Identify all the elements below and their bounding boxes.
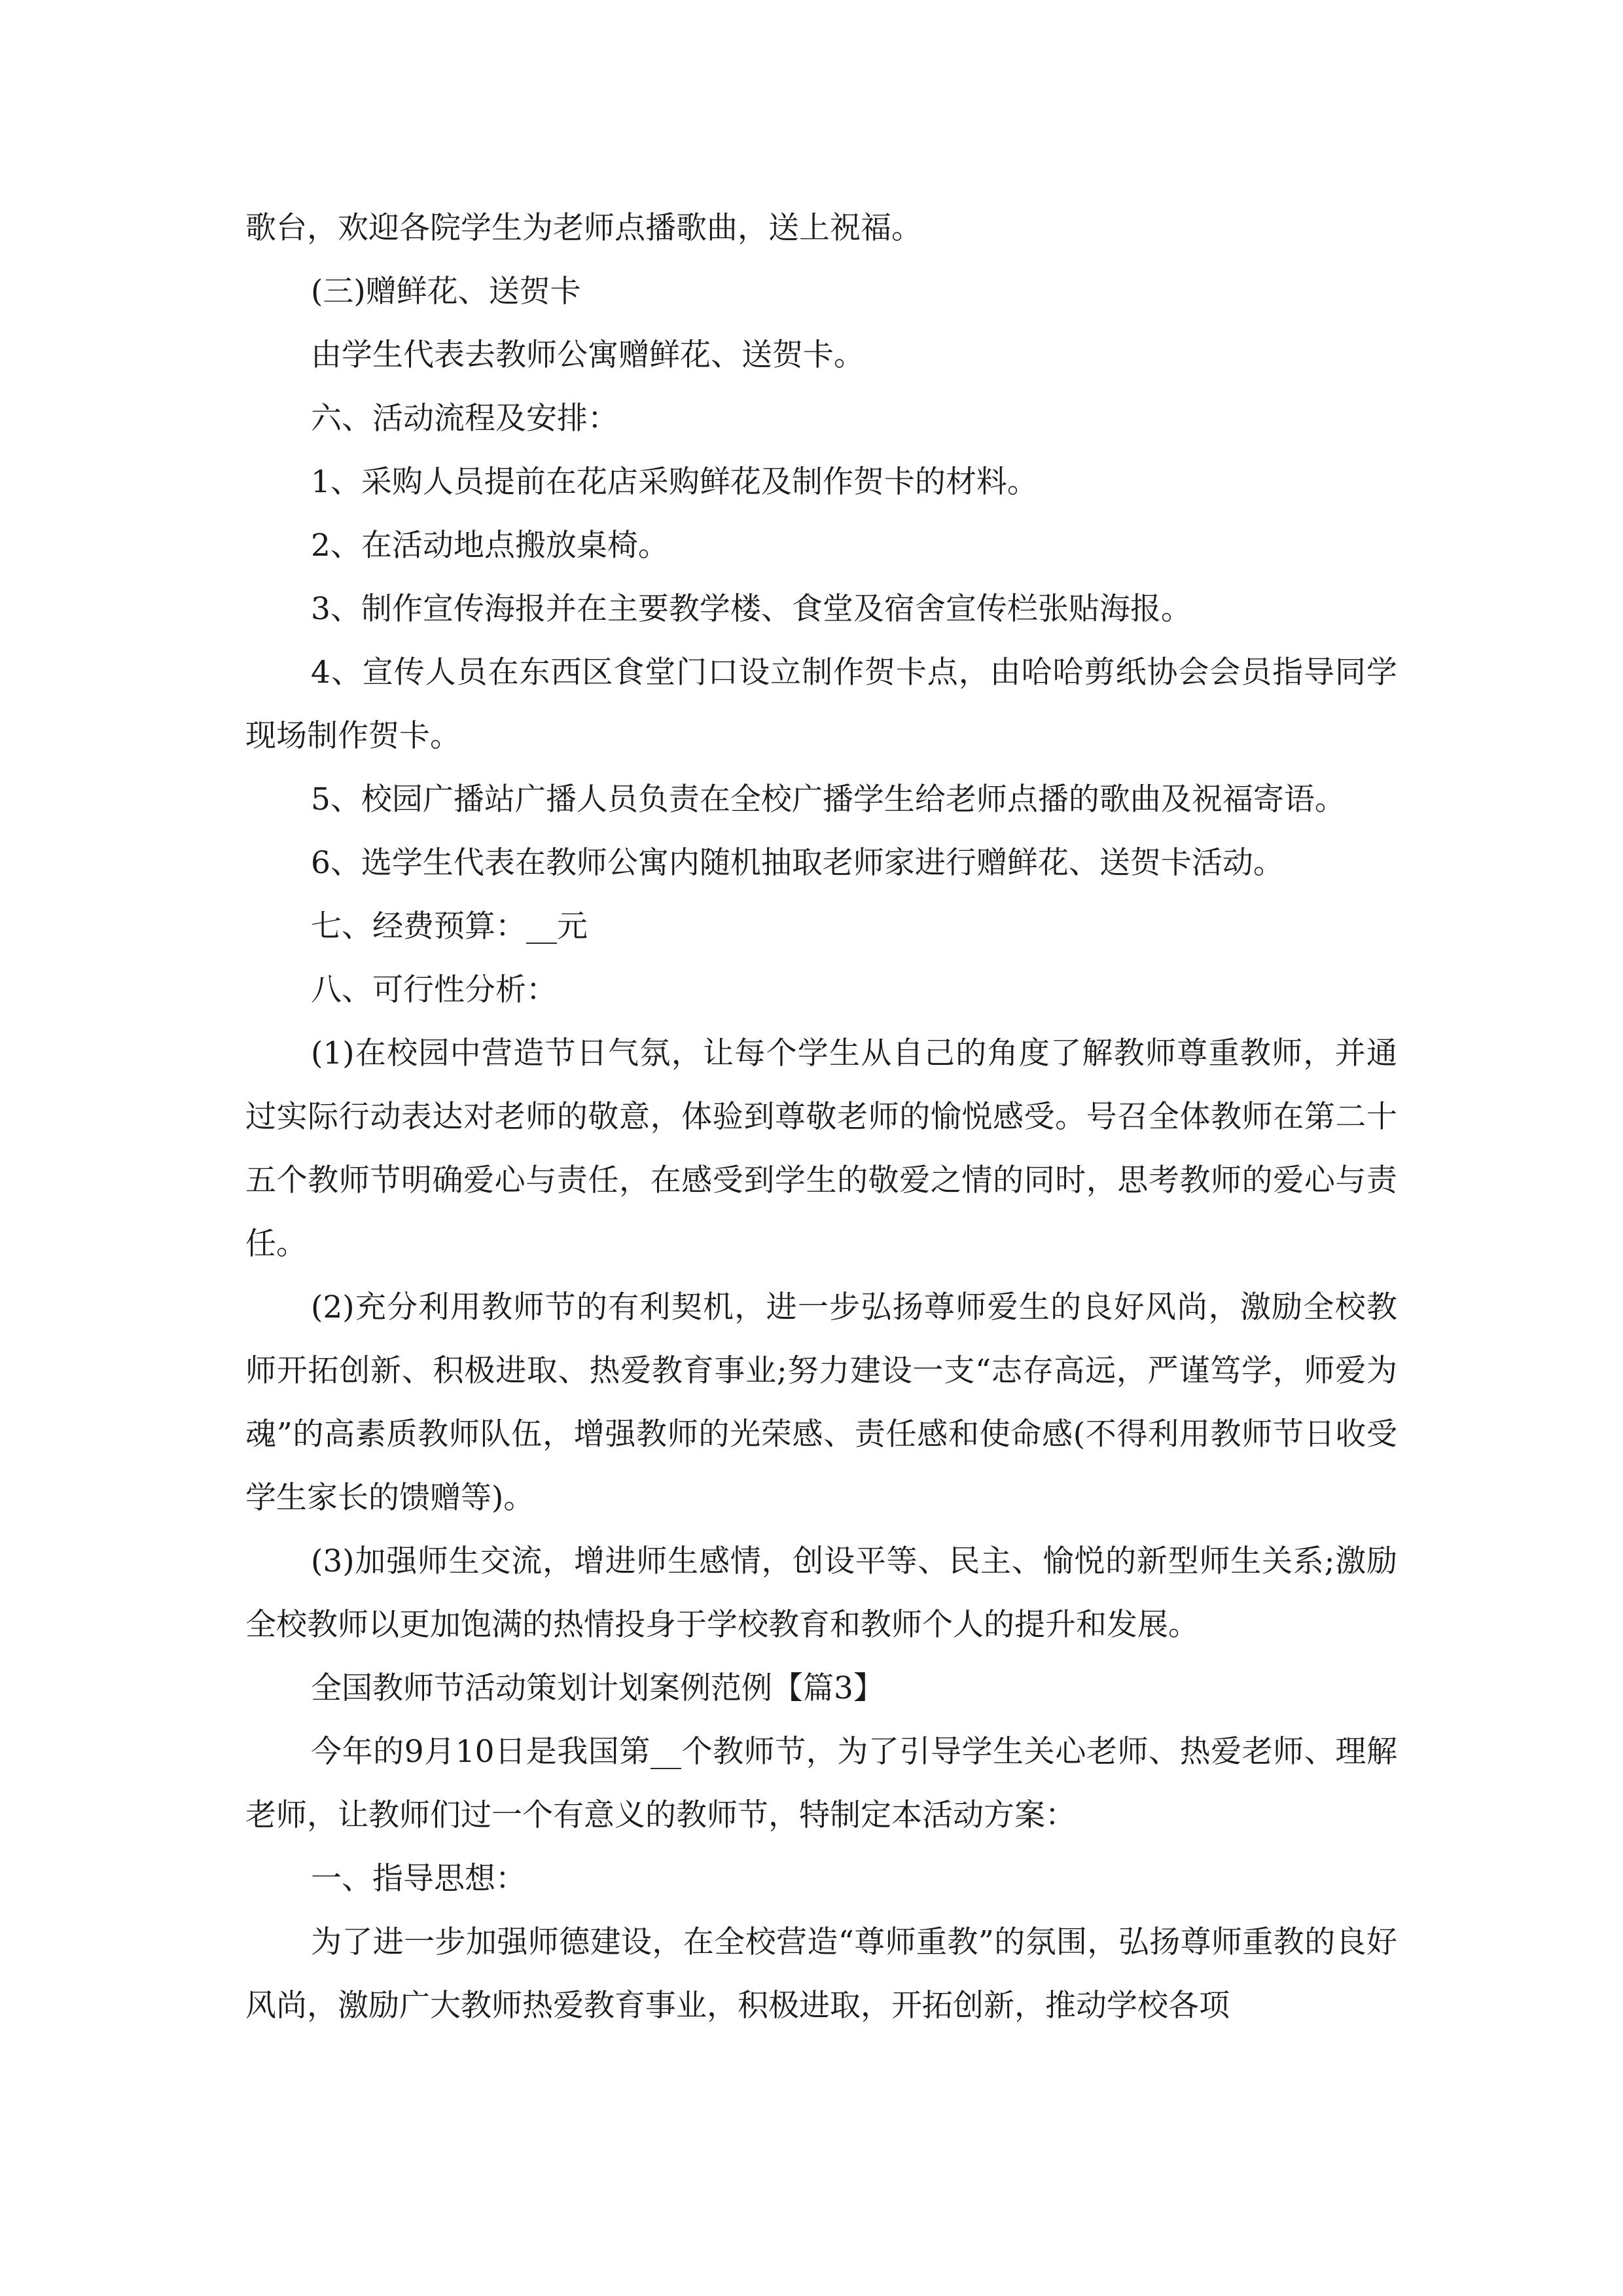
paragraph: (3)加强师生交流，增进师生感情，创设平等、民主、愉悦的新型师生关系;激励全校教师以更加饱满的热情投身于学校教育和教师个人的提升和发展。: [245, 1543, 1397, 1643]
section-heading-budget: 七、经费预算：__元: [311, 908, 588, 944]
paragraph: 今年的9月10日是我国第__个教师节，为了引导学生关心老师、热爱老师、理解老师，让教师们过一个有意义的教师节，特制定本活动方案：: [245, 1734, 1397, 1833]
list-item: 4、宣传人员在东西区食堂门口设立制作贺卡点，由哈哈剪纸协会会员指导同学现场制作贺卡。: [245, 655, 1397, 754]
list-item: 1、采购人员提前在花店采购鲜花及制作贺卡的材料。: [311, 464, 1038, 500]
paragraph-subheading-gift: (三)赠鲜花、送贺卡: [311, 274, 581, 310]
section-heading-process: 六、活动流程及安排：: [311, 401, 618, 437]
paragraph: (1)在校园中营造节日气氛，让每个学生从自己的角度了解教师尊重教师，并通过实际行动表达对老师的敬意，体验到尊敬老师的愉悦感受。号召全体教师在第二十五个教师节明确爱心与责任，在感受到学生的敬爱之情的同时，思考教师的爱心与责任。: [245, 1035, 1397, 1262]
section-heading-feasibility: 八、可行性分析：: [311, 972, 557, 1008]
paragraph: 为了进一步加强师德建设，在全校营造“尊师重教”的氛围，弘扬尊师重教的良好风尚，激励广大教师热爱教育事业，积极进取，开拓创新，推动学校各项: [245, 1924, 1397, 2024]
paragraph: (2)充分利用教师节的有利契机，进一步弘扬尊师爱生的良好风尚，激励全校教师开拓创新、积极进取、热爱教育事业;努力建设一支“志存高远，严谨笃学，师爱为魂”的高素质教师队伍，增强教师的光荣感、责任感和使命感(不得利用教师节日收受学生家长的馈赠等)。: [245, 1289, 1397, 1516]
list-item: 2、在活动地点搬放桌椅。: [311, 528, 669, 564]
list-item: 5、校园广播站广播人员负责在全校广播学生给老师点播的歌曲及祝福寄语。: [311, 781, 1346, 817]
document-body: [245, 196, 1397, 2037]
list-item: 3、制作宣传海报并在主要教学楼、食堂及宿舍宣传栏张贴海报。: [311, 591, 1192, 627]
list-item: 6、选学生代表在教师公寓内随机抽取老师家进行赠鲜花、送贺卡活动。: [311, 845, 1284, 881]
section-heading-guiding-ideology: 一、指导思想：: [311, 1861, 526, 1897]
article-title: 全国教师节活动策划计划案例范例【篇3】: [311, 1670, 884, 1706]
paragraph: 由学生代表去教师公寓赠鲜花、送贺卡。: [311, 337, 865, 373]
paragraph-continuation: 歌台，欢迎各院学生为老师点播歌曲，送上祝福。: [245, 210, 922, 246]
